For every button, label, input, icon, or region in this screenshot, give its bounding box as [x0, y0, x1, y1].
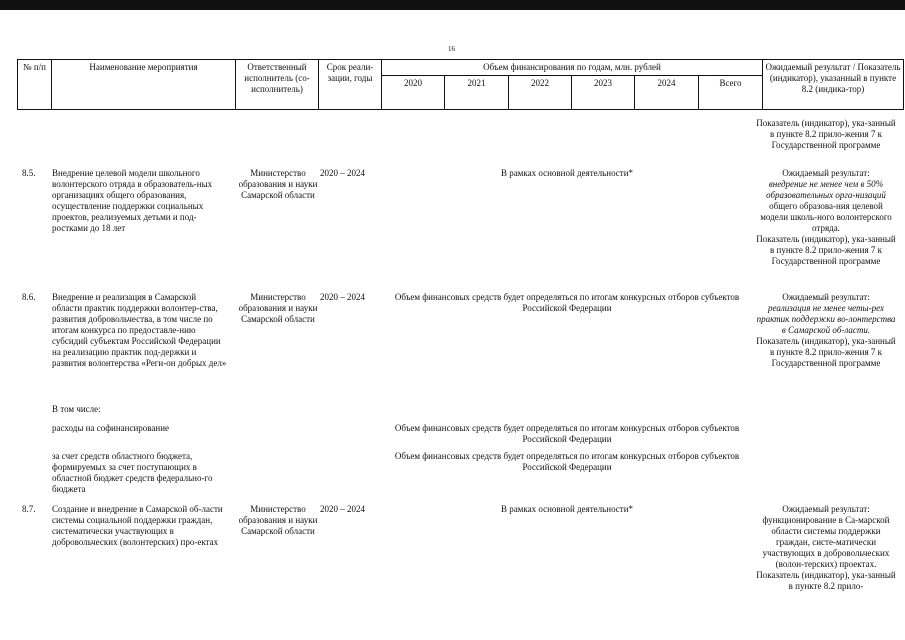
row-8-6-num: 8.6.: [22, 292, 36, 302]
row-8-6-result: [756, 292, 896, 369]
row-8-7-funding: В рамках основной деятельности*: [500, 504, 634, 514]
row-8-6-result-indicator: Показатель (индикатор), ука-занный в пункте 8.2 прило-жения 7 к Государственной программе: [756, 336, 896, 368]
header-num: № п/п: [17, 59, 52, 110]
page-number: 16: [448, 45, 455, 53]
row-8-5-result-indicator: Показатель (индикатор), ука-занный в пункте 8.2 прило-жения 7 к Государственной программе: [756, 234, 896, 266]
row-8-7-num: 8.7.: [22, 504, 36, 514]
row-8-5-result-italic: внедрение не менее чем в 50% образовательных орга-низаций: [766, 179, 886, 200]
header-executor: Ответственный исполнитель (со-исполнитель): [235, 59, 319, 110]
row-8-5-name: Внедрение целевой модели школьного волонтерского отряда в образователь-ных организациях общего образования, осуществление поддержки социальных проектов, реализуемых детьми и под-ростками до 18 лет: [52, 168, 213, 233]
row-8-7-name: Создание и внедрение в Самарской об-ласти системы социальной поддержки граждан, систематически участвующих в добровольческих (волонтерских) про-ектах: [52, 504, 223, 547]
row-8-5-executor: Министерство образования и науки Самарской области: [238, 168, 318, 200]
sub-row-cofinancing-funding: Объем финансовых средств будет определяться по итогам конкурсных отборов субъектов Российской Федерации: [394, 423, 740, 444]
row-8-7-executor: Министерство образования и науки Самарской области: [238, 504, 318, 536]
row-8-6-result-title: Ожидаемый результат:: [782, 292, 870, 302]
header-year-total: Всего: [698, 75, 763, 110]
row-8-6-name: Внедрение и реализация в Самарской области практик поддержки волонтер-ства, развития добровольчества, в том числе по итогам конкурса по предоставле-нию субсидий субъектам Российской Федерации на реализацию практик под-держки и развития волонтерства «Реги-он добрых дел»: [52, 292, 227, 368]
row-8-6-result-italic: реализация не менее четы-рех практик поддержки во-лонтерства в Самарской об-ласти.: [756, 303, 896, 335]
header-year-2023: 2023: [571, 75, 635, 110]
sub-row-regional-budget-funding: Объем финансовых средств будет определяться по итогам конкурсных отборов субъектов Российской Федерации: [394, 451, 740, 472]
header-result: Ожидаемый результат / Показатель (индикатор), указанный в пункте 8.2 (индика-тор): [762, 59, 904, 110]
top-border-bar: [0, 0, 905, 10]
header-year-2020: 2020: [381, 75, 445, 110]
row-8-5-result-plain: общего образова-ния целевой модели школь-ного волонтерского отряда.: [760, 201, 892, 233]
row-8-5-result-title: Ожидаемый результат:: [782, 168, 870, 178]
header-funding: Объем финансирования по годам, млн. рублей: [381, 59, 763, 76]
carry-over-indicator: Показатель (индикатор), ука-занный в пункте 8.2 прило-жения 7 к Государственной программе: [756, 118, 896, 150]
header-year-2024: 2024: [634, 75, 699, 110]
header-term: Срок реали-зации, годы: [318, 59, 382, 110]
including-label: В том числе:: [52, 404, 101, 414]
header-year-2022: 2022: [508, 75, 572, 110]
row-8-5-result: [756, 168, 896, 267]
row-8-7-result: Ожидаемый результат: функционирование в Са-марской области системы поддержки граждан, систе-матически участвующих в добровольческих (волон-терских) проектах. Показатель (индикатор), ука-занный в пункте 8.2 прило-: [756, 504, 896, 591]
row-8-6-executor: Министерство образования и науки Самарской области: [238, 292, 318, 324]
sub-row-regional-budget-name: за счет средств областного бюджета, формируемых за счет поступающих в областной бюджет средств федерально-го бюджета: [52, 451, 213, 494]
sub-row-cofinancing-name: расходы на софинансирование: [52, 423, 170, 433]
header-name: Наименование мероприятия: [51, 59, 236, 110]
row-8-5-funding: В рамках основной деятельности*: [500, 168, 634, 178]
row-8-5-num: 8.5.: [22, 168, 36, 178]
header-year-2021: 2021: [444, 75, 509, 110]
row-8-7-term: 2020 – 2024: [320, 504, 365, 514]
row-8-5-term: 2020 – 2024: [320, 168, 365, 178]
row-8-6-funding: Объем финансовых средств будет определяться по итогам конкурсных отборов субъектов Российской Федерации: [394, 292, 740, 313]
row-8-6-term: 2020 – 2024: [320, 292, 365, 302]
table-header: [17, 59, 904, 110]
